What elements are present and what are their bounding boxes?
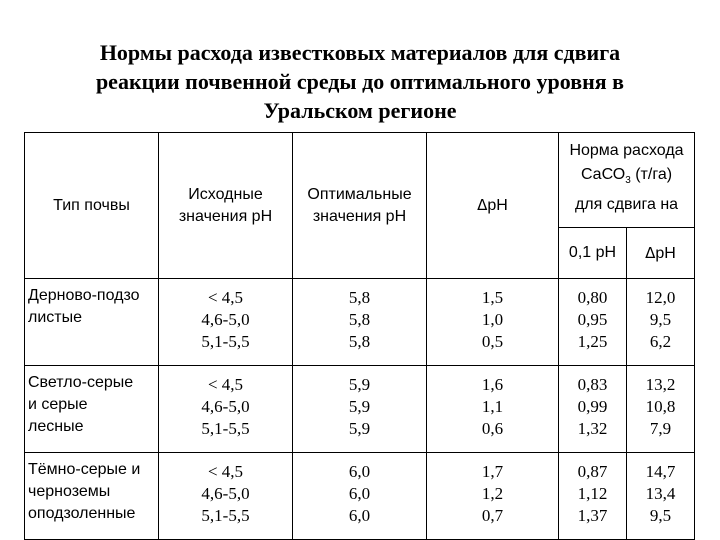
value: 5,8 [348,310,371,329]
soil-line: Дерново-подзо [28,287,140,304]
soil-line: листые [28,309,82,326]
value: 13,2 [645,375,676,394]
value: 5,8 [348,288,371,307]
value: 1,1 [481,397,504,416]
title-line-1: Нормы расхода известковых материалов для сдвига [99,40,621,65]
norm-delta-cell [627,279,695,366]
delta-ph-text: рН [487,197,508,214]
value: 6,0 [348,462,371,481]
value: 5,9 [348,375,371,394]
title-line-2: реакции почвенной среды до оптимального уровня в [95,69,625,94]
value: 5,1-5,5 [201,332,250,351]
value: 1,25 [577,332,608,351]
header-norm [559,133,695,228]
initial-ph-cell [159,366,293,453]
value: 1,12 [577,484,608,503]
soil-type-cell [25,279,159,366]
value: 1,0 [481,310,504,329]
value: 13,4 [645,484,676,503]
soil-line: черноземы [28,483,111,500]
value: 0,7 [481,506,504,525]
soil-type-cell [25,366,159,453]
value: 0,99 [577,397,608,416]
header-norm-line3: для сдвига на [574,196,679,214]
header-delta-ph [427,133,559,279]
value: 1,6 [481,375,504,394]
header-optimal-ph [293,133,427,279]
value: 14,7 [645,462,676,481]
value: 1,32 [577,419,608,438]
header-soil-type: Тип почвы [25,133,159,279]
value: 6,2 [649,332,672,351]
value: 0,83 [577,375,608,394]
header-row [25,133,695,228]
value: 5,1-5,5 [201,419,250,438]
value: 1,5 [481,288,504,307]
value: 0,6 [481,419,504,438]
value: 1,7 [481,462,504,481]
value: < 4,5 [207,288,244,307]
initial-ph-cell [159,453,293,540]
value: 5,1-5,5 [201,506,250,525]
value: 5,9 [348,419,371,438]
value: 1,37 [577,506,608,525]
subheader-01-ph: 0,1 рН [559,228,627,279]
value: 5,8 [348,332,371,351]
header-norm-line2 [559,163,694,193]
value: 0,80 [577,288,608,307]
norms-table [24,132,695,540]
delta-symbol: Δ [645,243,656,262]
header-optimal-ph-line2: значения рН [312,207,407,225]
header-initial-ph-line2: значения рН [178,207,273,225]
delta-ph-cell [427,366,559,453]
optimal-ph-cell [293,453,427,540]
caco-text: СаСО [580,166,626,183]
soil-line: Светло-серые [28,374,134,391]
value: 0,5 [481,332,504,351]
value: 10,8 [645,397,676,416]
norm-01-cell [559,279,627,366]
table-row [25,279,695,366]
unit-text: (т/га) [630,166,673,183]
table-row [25,453,695,540]
delta-symbol: Δ [477,196,488,214]
value: 4,6-5,0 [201,484,250,503]
norm-delta-cell [627,366,695,453]
value: 5,9 [348,397,371,416]
header-initial-ph-line1: Исходные [188,185,263,203]
subheader-delta-ph [627,228,695,279]
value: 1,2 [481,484,504,503]
norm-delta-cell [627,453,695,540]
delta-ph-cell [427,279,559,366]
value: 9,5 [649,506,672,525]
value: < 4,5 [207,375,244,394]
delta-ph-cell [427,453,559,540]
initial-ph-cell [159,279,293,366]
header-initial-ph [159,133,293,279]
header-optimal-ph-line1: Оптимальные [307,185,412,203]
soil-type-cell [25,453,159,540]
optimal-ph-cell [293,366,427,453]
soil-line: оподзоленные [28,505,136,522]
table-row [25,366,695,453]
value: 0,95 [577,310,608,329]
value: 6,0 [348,506,371,525]
title-line-3: Уральском регионе [263,98,457,123]
value: 4,6-5,0 [201,310,250,329]
norm-01-cell [559,366,627,453]
value: 9,5 [649,310,672,329]
value: 4,6-5,0 [201,397,250,416]
value: 6,0 [348,484,371,503]
delta-ph-text: рН [655,244,676,262]
soil-line: лесные [28,418,84,435]
page-title [0,38,720,125]
soil-line: Тёмно-серые и [28,461,141,478]
caco-subscript: 3 [625,175,631,187]
soil-line: и серые [28,396,88,413]
value: 0,87 [577,462,608,481]
value: < 4,5 [207,462,244,481]
value: 12,0 [645,288,676,307]
header-norm-line1: Норма расхода [569,142,684,159]
norm-01-cell [559,453,627,540]
value: 7,9 [649,419,672,438]
optimal-ph-cell [293,279,427,366]
